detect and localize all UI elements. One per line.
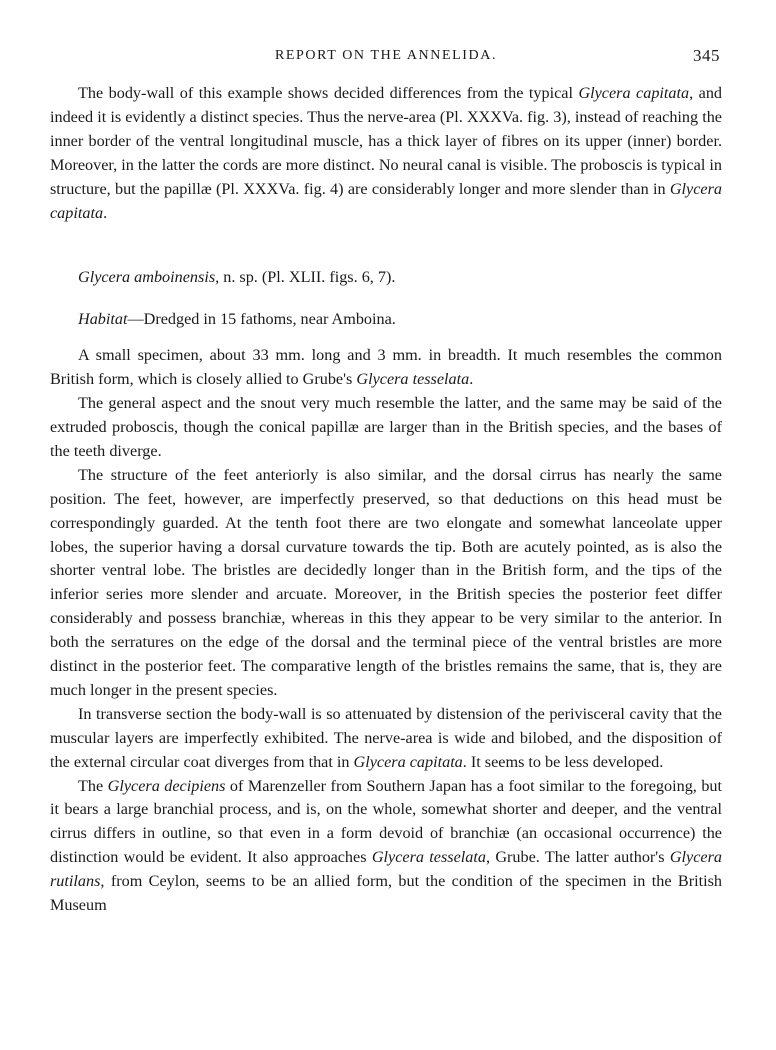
habitat-text: —Dredged in 15 fathoms, near Amboina.	[127, 310, 396, 329]
text-run: of Marenzeller from Southern Japan has a foot similar to the foregoing, but it bears a large branchial process, and is, on the whole, somewhat shorter and deeper, and the ventral cirrus differs in outline, so that even in a form devoid of branchiæ (an occasional occurrence) the distinction would be evident. It also approaches	[50, 776, 723, 867]
running-head	[50, 46, 722, 82]
species-name: Glycera capitata	[50, 179, 722, 222]
species-name: Glycera tesselata	[371, 848, 486, 867]
text-run: , Grube. The latter author's	[485, 848, 670, 867]
species-name: Glycera decipiens	[107, 776, 226, 795]
paragraph-1	[50, 344, 722, 392]
text-run: The general aspect and the snout very much resemble the latter, and the same may be said of the extruded proboscis, though the conical papillæ are larger than in the British species, and the bases of the teeth diverge.	[50, 394, 722, 460]
text-run: , from Ceylon, seems to be an allied form, but the condition of the specimen in the British Museum	[50, 872, 722, 915]
species-heading	[50, 266, 722, 290]
paragraph-intro	[50, 82, 722, 225]
text-run: The body-wall of this example shows decided differences from the typical	[78, 84, 579, 102]
text-run: . It seems to be less developed.	[462, 752, 664, 771]
paragraph-4	[50, 703, 722, 775]
species-plate-ref: n. sp. (Pl. XLII. figs. 6, 7).	[219, 268, 396, 287]
species-name: Glycera capitata	[578, 84, 690, 102]
text-run: .	[103, 203, 108, 222]
running-title: REPORT ON THE ANNELIDA.	[274, 48, 498, 63]
text-run: A small specimen, about 33 mm. long and 3 mm. in breadth. It much resembles the common British form, which is closely allied to Grube's	[50, 346, 722, 389]
paragraph-5	[50, 775, 722, 918]
paragraph-3	[50, 464, 722, 703]
page-number: 345	[693, 46, 720, 65]
species-name: Glycera rutilans	[50, 848, 722, 891]
species-title: Glycera amboinensis,	[78, 268, 220, 287]
text-run: , and indeed it is evidently a distinct species. Thus the nerve-area (Pl. XXXVa. fig. 3), instead of reaching the inner border of the ventral longitudinal muscle, has a thick layer of fibres on its upper (inner) border. Moreover, in the latter the cords are more distinct. No neural canal is visible. The proboscis is typical in structure, but the papillæ (Pl. XXXVa. fig. 4) are considerably longer and more slender than in	[50, 84, 723, 198]
habitat-line	[50, 308, 722, 332]
text-run: The	[78, 776, 108, 795]
text-run: The structure of the feet anteriorly is also similar, and the dorsal cirrus has nearly the same position. The feet, however, are imperfectly preserved, so that deductions on this head must be correspondingly guarded. At the tenth foot there are two elongate and somewhat lanceolate upper lobes, the superior having a dorsal curvature towards the tip. Both are acutely pointed, as is also the shorter ventral lobe. The bristles are decidedly longer than in the British form, and the tips of the inferior series more slender and arcuate. Moreover, in the British species the posterior feet differ considerably and possess branchiæ, whereas in this they appear to be very similar to the anterior. In both the serratures on the edge of the dorsal and the terminal piece of the ventral bristles are more distinct in the posterior feet. The comparative length of the bristles remains the same, that is, they are much longer in the present species.	[50, 465, 722, 699]
paragraph-2	[50, 392, 722, 464]
habitat-label: Habitat	[78, 310, 128, 329]
text-run: In transverse section the body-wall is so attenuated by distension of the perivisceral cavity that the muscular layers are imperfectly exhibited. The nerve-area is wide and bilobed, and the disposition of the external circular coat diverges from that in	[50, 704, 722, 771]
text-run: .	[469, 370, 474, 389]
species-name: Glycera tesselata	[356, 370, 470, 389]
species-name: Glycera capitata	[353, 752, 463, 771]
